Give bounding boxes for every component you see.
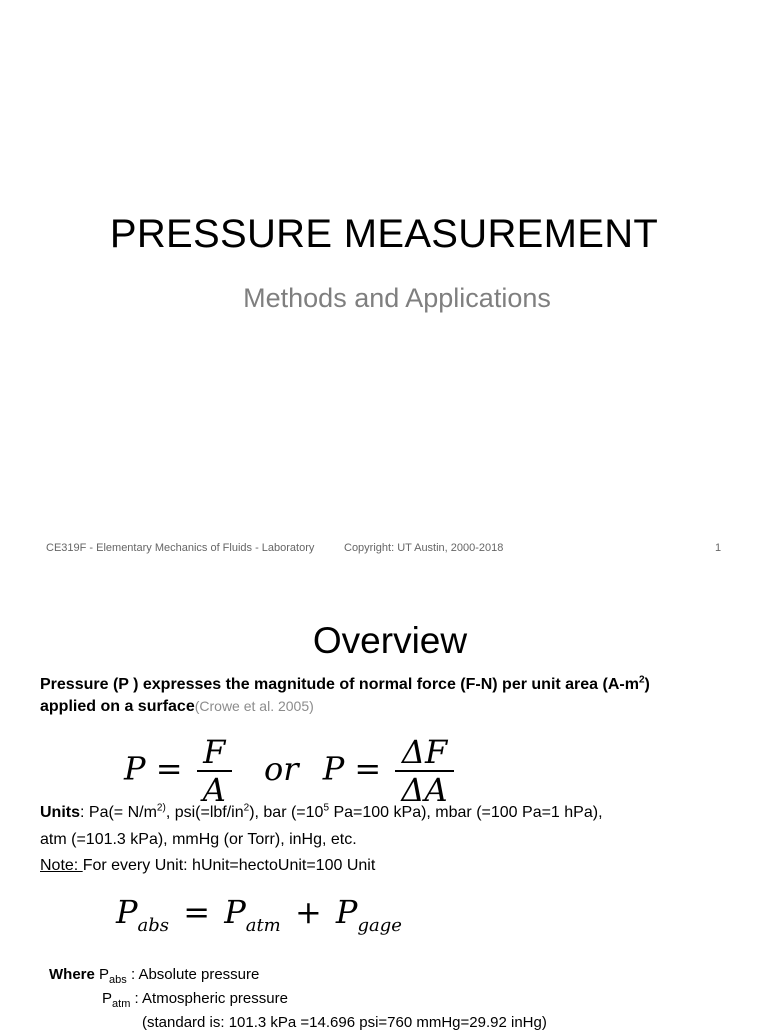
slide-title: PRESSURE MEASUREMENT	[109, 212, 659, 256]
pressure-equation: P = $\frac{F}{A}$ or P = $\frac{\Delta F}{\Delta A}$	[124, 734, 458, 808]
fraction-delta: $\frac{\Delta F}{\Delta A}$	[395, 734, 453, 808]
note-line: Note: For every Unit: hUnit=hectoUnit=100 Unit	[40, 857, 376, 874]
definition-line-1: Pressure (P ) expresses the magnitude of normal force (F-N) per unit area $(A-m^2)$	[40, 674, 650, 693]
footer-course: CE319F - Elementary Mechanics of Fluids - Laboratory	[46, 542, 315, 554]
citation: (Crowe et al. 2005)	[194, 698, 314, 714]
definition-line-2: applied on a surface(Crowe et al. 2005)	[40, 698, 314, 715]
fraction-f-over-a: $\frac{F}{A}$	[197, 734, 232, 808]
footer-copyright: Copyright: UT Austin, 2000-2018	[344, 542, 504, 554]
absolute-pressure-equation: $P_{abs} = P_{atm} + P_{gage}$	[116, 893, 402, 936]
where-atm: $P_{atm}$ : Atmospheric pressure	[102, 990, 288, 1010]
page-number: 1	[715, 542, 722, 554]
units-line-2: atm (=101.3 kPa), mmHg (or Torr), inHg, etc.	[40, 831, 357, 848]
standard-atm-note: (standard is: 101.3 kPa =14.696 psi=760 mmHg=29.92 inHg)	[142, 1014, 547, 1031]
overview-title: Overview	[312, 620, 468, 661]
slide-subtitle: Methods and Applications	[243, 283, 551, 313]
units-line-1: Units: $Pa(= N/m^{2)}$, $psi(=lbf/in^2)$, bar ($=10^5$ Pa=100 kPa), mbar (=100 Pa=1 hPa),	[40, 802, 603, 821]
where-abs: Where $P_{abs}$ : Absolute pressure	[49, 966, 260, 986]
